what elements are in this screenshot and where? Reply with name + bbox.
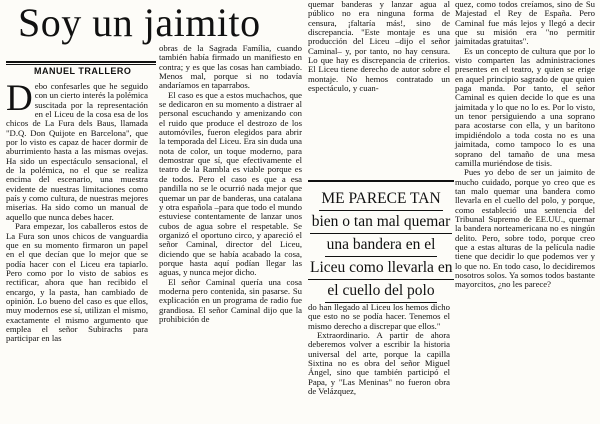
pull-quote-line: bien o tan mal quemar	[310, 211, 453, 234]
paragraph: do han llegado al Liceu los hemos dicho que esto no se podía hacer. Tenemos el mismo derecho a discrepar que ellos."	[308, 302, 450, 331]
text-column-3	[308, 0, 450, 93]
paragraph: quez, como todos creíamos, sino de Su Majestad el Rey de España. Pero Caminal fue más lejos y llegó a decir que su misión era "no permitir jaimitadas gratuitas".	[455, 0, 595, 47]
text-column-1	[6, 78, 148, 344]
text-column-2	[159, 44, 302, 324]
paragraph: quemar banderas y lanzar agua al público no era ninguna forma de censura, ¡faltaría más!, sino de discrepancia. "Este montaje es una producción del Liceu –dijo el señor Caminal– y, por tanto, no hay censura. Lo que hay es discrepancia de criterios. El Liceu tiene derecho de autor sobre el montaje. No hemos contratado un espectáculo, y cuan-	[308, 0, 450, 94]
paragraph: El señor Caminal quería una cosa moderna pero contenida, sin pasarse. Su explicación en un programa de radio fue grandiosa. El señor Caminal dijo que la prohibición de	[159, 276, 302, 324]
byline-rule	[6, 61, 156, 63]
pull-quote-line: ME PARECE TAN	[319, 188, 442, 211]
paragraph: Extraordinario. A partir de ahora deberemos volver a escribir la historia universal del arte, porque la capilla Sixtina no es obra del señor Miguel Ángel, sino que también participó el Papa, y "Las Meninas" no fueron obra de Velázquez,	[308, 330, 450, 397]
pull-quote-line: una bandera en el	[325, 234, 438, 257]
paragraph: Pues yo debo de ser un jaimito de mucho cuidado, porque yo creo que es tan malo quemar una bandera como llevarla en el cuello del polo, y porque, como estableció una sentencia del Tribunal Supremo de EE.UU., quemar la bandera norteamericana no es ningún delito. Pero, sobre todo, porque creo que a estas alturas de la película nadie tiene que decidir lo que podemos ver y lo que no. En todo caso, lo decidiremos nosotros solos. Ya somos todos bastante mayorcitos, ¿no les parece?	[455, 167, 595, 290]
text-column-3-continued	[308, 303, 450, 396]
pull-quote-line: Liceu como llevarla en	[308, 257, 454, 280]
text-column-4	[455, 0, 595, 290]
paragraph: Para empezar, los caballeros estos de La Fura son unos chicos de vanguardia que en su momento firmaron un papel en el que decían que lo mejor que se podía hacer con el Liceu era tapiarlo. Pero como por lo visto de sabios es rectificar, ahora que han recibido el encargo, y la pasta, han cambiado de opinión. Lo bueno del caso es que ellos, muy modernos ese sí, utilizan el mismo, exactamente el mismo argumento que emplea el señor Subirachs para participar en las	[6, 221, 148, 344]
paragraph: Debo confesarles que he seguido con un cierto interés la polémica suscitada por la representación en el Liceu de la cosa esa de los chicos de La Fura dels Baus, llamada "D.Q. Don Quijote en Barcelona", que por lo visto es capaz de hacer dormir de aburrimiento hasta a las mismas ovejas. Ha sido un espectáculo sensacional, el de la polémica, no el que se realiza encima del escenario, una muestra evidente de nuestras limitaciones como país y como cultura, de nuestras mejores miserias. Ha sido como un manual de aquello que nunca debes hacer.	[6, 78, 148, 222]
paragraph: obras de la Sagrada Família, cuando también había firmado un manifiesto en contra; y es que las cosas han cambiado. Menos mal, porque si no todavía andaríamos en taparrabos.	[159, 43, 302, 91]
paragraph: El caso es que a estos muchachos, que se dedicaron en su momento a distraer al personal escuchando y amenizando con el ruido que produce el destrozo de los automóviles, fueron elegidos para abrir la temporada del Liceu. Era sin duda una nota de color, un toque moderno, para demostrar que sí, que efectivamente el teatro de la Rambla es viable porque es de todos. Pero el caso es que a esa pandilla no se le ocurrió nada mejor que quemar un par de banderas, una catalana y otra española –para que todo el mundo estuviese contentamente de lanzar unos cubos de agua sobre el respetable. Se organizó el oportuno circo, y apareció el señor Caminal, director del Liceu, diciendo que se había acabado la cosa, porque hasta aquí podían llegar las aguas, y nunca mejor dicho.	[159, 89, 302, 278]
pull-quote	[308, 180, 454, 303]
author-byline: MANUEL TRALLERO	[34, 66, 132, 76]
article-title: Soy un jaimito	[18, 0, 261, 45]
drop-cap: D	[6, 78, 33, 119]
pull-quote-line: el cuello del polo	[325, 280, 436, 303]
byline-rule-thin	[6, 64, 156, 65]
paragraph: Es un concepto de cultura que por lo visto comparten las administraciones presentes en el teatro, y quien se erige en aquel principio sagrado de que quien paga manda. Por tanto, el señor Caminal es quien decide lo que es una jaimitada y lo que no lo es. Por lo visto, un tenor persiguiendo a una soprano para acostarse con ella, y un barítono impidiéndolo a toda costa no es una jaimitada, como tampoco lo es una soprano del tamaño de una mesa camilla muriéndose de tisis.	[455, 45, 595, 168]
